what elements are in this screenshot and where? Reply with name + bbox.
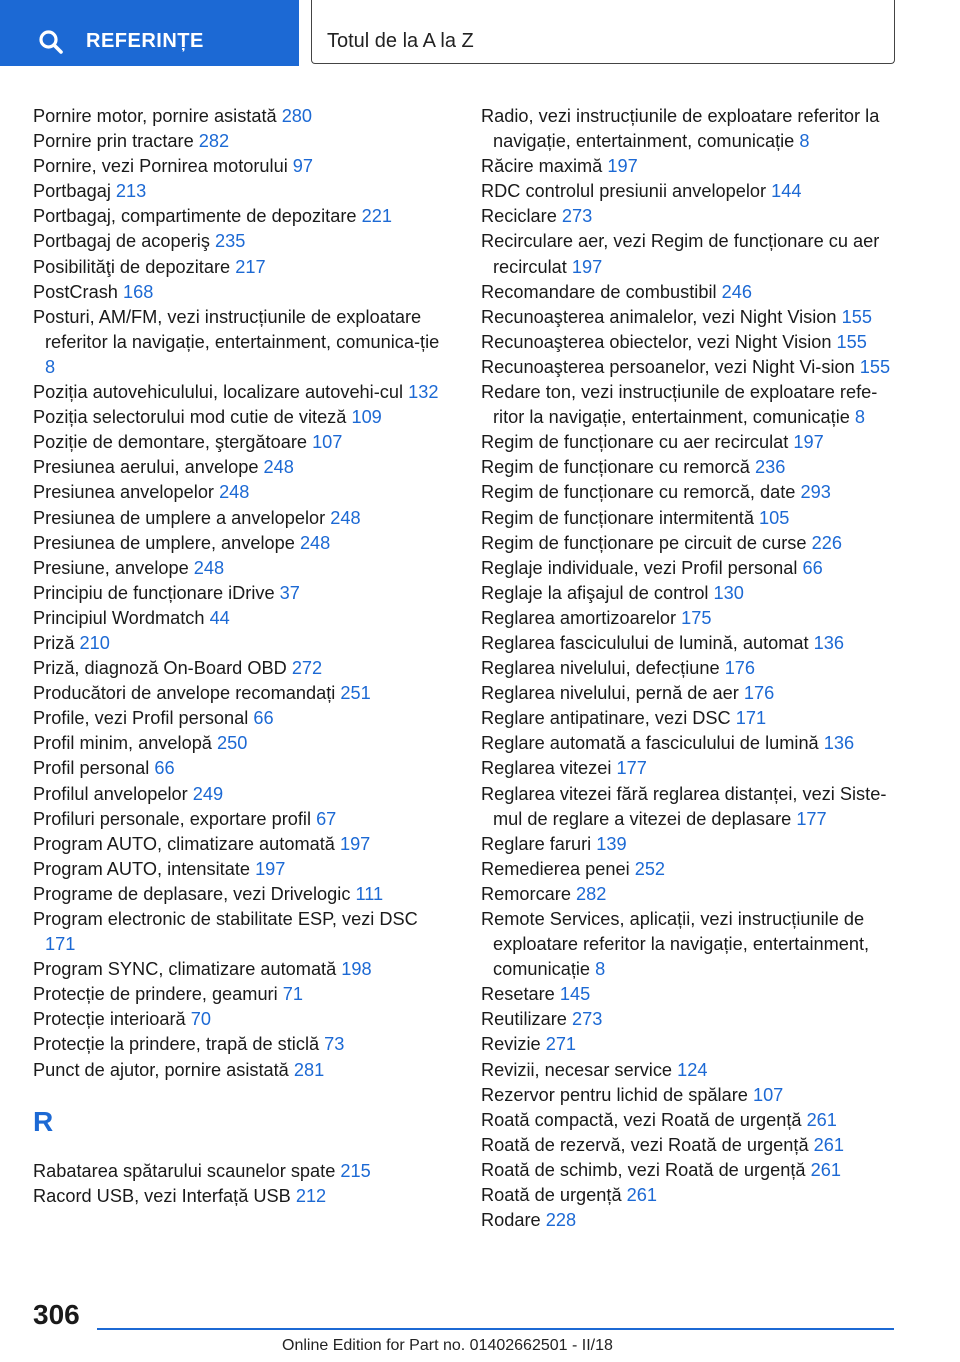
index-entry-text: Posibilităţi de depozitare [33, 256, 231, 277]
index-entry-page-link[interactable]: 271 [545, 1034, 577, 1055]
index-entry-text: Resetare [481, 984, 555, 1005]
section-tab[interactable] [311, 0, 895, 64]
index-entry [481, 832, 901, 857]
index-entry-text: Posturi, AM/FM, vezi instrucțiunile de exploatare referitor la navigație, entertainment, comunica‐ție [33, 306, 440, 352]
index-entry-text: Recunoaşterea animalelor, vezi Night Vision [481, 306, 837, 327]
index-entry [481, 531, 901, 556]
index-entry [481, 606, 901, 631]
index-entry [481, 154, 901, 179]
index-entry-text: Remedierea penei [481, 858, 630, 879]
index-entry [481, 882, 901, 907]
index-entry-page-link[interactable]: 132 [408, 382, 439, 403]
index-entry-text: Priză, diagnoză On-Board OBD [33, 658, 287, 679]
index-entry-text: Roată de rezervă, vezi Roată de urgență [481, 1134, 809, 1155]
footer-edition: Online Edition for Part no. 01402662501 - II/18 [282, 1337, 613, 1354]
index-entry-text: Poziția autovehiculului, localizare autovehi‐cul [33, 382, 404, 403]
index-entry-page-link[interactable]: 73 [324, 1034, 345, 1055]
index-entry-text: Principiu de funcționare iDrive [33, 582, 275, 603]
index-entry-text: Reglarea amortizoarelor [481, 607, 677, 628]
index-entry-page-link[interactable]: 217 [235, 256, 266, 277]
index-entry [481, 1133, 901, 1158]
index-entry [481, 556, 901, 581]
index-entry-text: Răcire maximă [481, 156, 603, 177]
index-list-left-r [33, 1159, 445, 1209]
index-entry [33, 280, 445, 305]
index-entry-text: Poziție de demontare, ştergătoare [33, 432, 307, 453]
index-entry-page-link[interactable]: 155 [841, 306, 872, 327]
index-entry-page-link[interactable]: 145 [559, 984, 591, 1005]
index-entry [33, 907, 445, 957]
index-entry-text: Racord USB, vezi Interfață USB [33, 1185, 291, 1206]
index-entry [481, 782, 901, 832]
index-entry-page-link[interactable]: 197 [255, 858, 286, 879]
index-entry-text: Profile, vezi Profil personal [33, 708, 249, 729]
index-entry-text: Roată de urgență [481, 1185, 622, 1206]
index-entry-page-link[interactable]: 197 [571, 256, 603, 277]
index-entry-text: Principiul Wordmatch [33, 607, 205, 628]
index-entry [33, 1007, 445, 1032]
index-entry [481, 1058, 901, 1083]
index-entry-page-link[interactable]: 273 [571, 1009, 603, 1030]
index-entry-page-link[interactable]: 8 [799, 131, 810, 152]
index-entry-page-link[interactable]: 8 [595, 959, 606, 980]
index-entry [481, 179, 901, 204]
index-entry-text: Program AUTO, climatizare automată [33, 833, 335, 854]
index-entry-text: Remorcare [481, 883, 571, 904]
index-entry [33, 531, 445, 556]
index-entry-page-link[interactable]: 197 [607, 156, 638, 177]
index-entry-text: Reglaje individuale, vezi Profil personal [481, 557, 798, 578]
index-entry [33, 982, 445, 1007]
index-entry-page-link[interactable]: 248 [193, 557, 225, 578]
index-entry-page-link[interactable]: 273 [561, 206, 593, 227]
index-entry-page-link[interactable]: 136 [813, 632, 844, 653]
index-entry [481, 455, 901, 480]
index-entry-text: Profilul anvelopelor [33, 783, 188, 804]
index-entry [33, 455, 445, 480]
index-entry-page-link[interactable]: 37 [279, 582, 300, 603]
index-entry-text: Reglaje la afişajul de control [481, 582, 709, 603]
index-entry-page-link[interactable]: 280 [281, 106, 313, 126]
index-entry [33, 581, 445, 606]
index-entry-page-link[interactable]: 261 [810, 1159, 841, 1180]
index-entry [481, 204, 901, 229]
index-entry [481, 731, 901, 756]
index-entry-page-link[interactable]: 124 [677, 1059, 708, 1080]
index-entry-text: Rodare [481, 1210, 541, 1231]
index-entry-text: Profil minim, anvelopă [33, 733, 212, 754]
index-entry-text: Presiunea anvelopelor [33, 482, 214, 503]
index-entry-page-link[interactable]: 251 [340, 683, 371, 704]
letter-heading: R [33, 1105, 54, 1137]
index-entry-text: Redare ton, vezi instrucțiunile de exploatare refe‐ritor la navigație, entertainment, comunicație [481, 382, 878, 428]
index-entry [481, 756, 901, 781]
index-entry [481, 430, 901, 455]
index-entry [481, 506, 901, 531]
index-entry-page-link[interactable]: 176 [724, 658, 756, 679]
index-entry [33, 480, 445, 505]
index-entry-page-link[interactable]: 136 [823, 733, 855, 754]
index-entry-page-link[interactable]: 221 [361, 206, 392, 227]
index-entry-page-link[interactable]: 139 [596, 833, 627, 854]
index-entry [481, 1007, 901, 1032]
index-entry-text: Profiluri personale, exportare profil [33, 808, 311, 829]
index-entry [33, 229, 445, 254]
index-entry [33, 405, 445, 430]
index-column-right [481, 104, 901, 1233]
index-entry-page-link[interactable]: 8 [45, 356, 56, 377]
index-entry [481, 229, 901, 279]
index-entry-page-link[interactable]: 282 [576, 883, 607, 904]
index-entry-text: Reglarea vitezei fără reglarea distanței, vezi Siste‐mul de reglare a vitezei de deplasare [481, 783, 887, 829]
index-entry [481, 355, 901, 380]
index-entry-page-link[interactable]: 293 [800, 482, 831, 503]
index-entry-text: Pornire prin tractare [33, 131, 194, 152]
index-entry [33, 656, 445, 681]
index-entry-page-link[interactable]: 250 [216, 733, 248, 754]
index-entry-page-link[interactable]: 236 [754, 457, 786, 478]
index-entry [481, 1032, 901, 1057]
index-entry-text: Recunoaşterea obiectelor, vezi Night Vision [481, 331, 832, 352]
index-entry [33, 1184, 445, 1209]
index-entry-page-link[interactable]: 228 [545, 1210, 577, 1231]
index-entry-text: Regim de funcționare cu remorcă [481, 457, 750, 478]
index-entry [481, 581, 901, 606]
index-entry-text: Program SYNC, climatizare automată [33, 959, 337, 980]
index-entry [33, 129, 445, 154]
index-entry [33, 832, 445, 857]
index-entry-page-link[interactable]: 248 [299, 532, 331, 553]
index-entry-page-link[interactable]: 272 [291, 658, 323, 679]
index-entry-text: Regim de funcționare cu remorcă, date [481, 482, 796, 503]
index-entry-page-link[interactable]: 261 [806, 1109, 837, 1130]
index-entry [33, 782, 445, 807]
index-column-left [33, 104, 445, 1209]
index-entry-page-link[interactable]: 66 [253, 708, 274, 729]
index-entry-page-link[interactable]: 261 [626, 1185, 657, 1206]
index-entry [481, 1083, 901, 1108]
index-entry-text: Presiunea de umplere, anvelope [33, 532, 295, 553]
index-entry-text: Revizii, necesar service [481, 1059, 673, 1080]
index-list-right [481, 104, 901, 1233]
index-entry-text: Reglare faruri [481, 833, 592, 854]
index-entry [33, 1159, 445, 1184]
index-entry [33, 204, 445, 229]
index-entry [481, 380, 901, 430]
index-entry-text: Producători de anvelope recomandați [33, 683, 336, 704]
index-entry-page-link[interactable]: 171 [45, 934, 76, 955]
index-entry-text: Punct de ajutor, pornire asistată [33, 1059, 289, 1080]
index-entry-page-link[interactable]: 281 [293, 1059, 325, 1080]
index-entry-text: Portbagaj, compartimente de depozitare [33, 206, 357, 227]
page-header [0, 0, 960, 66]
index-entry-text: Reciclare [481, 206, 557, 227]
index-entry-page-link[interactable]: 105 [759, 507, 790, 528]
index-entry-text: Remote Services, aplicații, vezi instrucțiunile de exploatare referitor la navigație, entertainment, comunicație [481, 909, 870, 980]
index-entry-text: Portbagaj de acoperiş [33, 231, 210, 252]
page-number: 306 [33, 1299, 80, 1330]
index-entry [33, 731, 445, 756]
index-entry [33, 957, 445, 982]
index-entry-page-link[interactable]: 212 [295, 1185, 327, 1206]
index-entry-text: Reglarea fasciculului de lumină, automat [481, 632, 809, 653]
index-entry [481, 656, 901, 681]
index-entry [33, 882, 445, 907]
index-entry-text: Reglare automată a fasciculului de lumină [481, 733, 819, 754]
index-entry-text: Rezervor pentru lichid de spălare [481, 1084, 748, 1105]
index-entry-text: Rabatarea spătarului scaunelor spate [33, 1160, 336, 1181]
index-entry [33, 380, 445, 405]
index-entry-text: RDC controlul presiunii anvelopelor [481, 181, 767, 202]
index-entry-text: Reglarea nivelului, defecțiune [481, 658, 720, 679]
index-entry-text: Recunoaşterea persoanelor, vezi Night Vi‐sion [481, 356, 855, 377]
index-entry-text: Recirculare aer, vezi Regim de funcționare cu aer recirculat [481, 231, 880, 277]
index-entry [481, 1158, 901, 1183]
index-entry-page-link[interactable]: 155 [836, 331, 867, 352]
index-entry-text: Pornire motor, pornire asistată [33, 106, 277, 126]
index-entry [33, 756, 445, 781]
index-entry [33, 154, 445, 179]
index-entry [33, 104, 445, 129]
index-entry [33, 179, 445, 204]
index-entry-text: Priză [33, 632, 75, 653]
index-entry-text: Reglarea vitezei [481, 758, 612, 779]
index-entry-page-link[interactable]: 210 [79, 632, 110, 653]
index-entry [481, 982, 901, 1007]
index-entry-text: Program electronic de stabilitate ESP, vezi DSC [33, 909, 418, 929]
index-entry-page-link[interactable]: 171 [735, 708, 767, 729]
index-entry-page-link[interactable]: 252 [634, 858, 666, 879]
footer-divider [97, 1328, 894, 1330]
search-icon [38, 29, 64, 55]
index-entry-page-link[interactable]: 66 [154, 758, 175, 779]
index-entry-text: Roată de schimb, vezi Roată de urgență [481, 1159, 806, 1180]
index-entry-page-link[interactable]: 97 [292, 156, 314, 177]
index-entry-page-link[interactable]: 197 [339, 833, 371, 854]
index-entry [481, 104, 901, 154]
index-entry-page-link[interactable]: 66 [802, 557, 823, 578]
index-entry-page-link[interactable]: 70 [190, 1009, 211, 1030]
index-entry-page-link[interactable]: 246 [721, 281, 752, 302]
index-entry-text: Presiunea aerului, anvelope [33, 457, 259, 478]
index-entry-text: Radio, vezi instrucțiunile de exploatare referitor la navigație, entertainment, comunicație [481, 106, 880, 152]
index-entry-page-link[interactable]: 215 [340, 1160, 371, 1181]
index-entry-page-link[interactable]: 249 [192, 783, 224, 804]
index-entry [481, 631, 901, 656]
index-entry-page-link[interactable]: 248 [330, 507, 361, 528]
index-entry-page-link[interactable]: 213 [115, 181, 147, 202]
index-entry [481, 330, 901, 355]
index-entry-page-link[interactable]: 107 [752, 1084, 784, 1105]
index-entry-text: Protecție de prindere, geamuri [33, 984, 278, 1005]
index-entry [481, 305, 901, 330]
index-entry-page-link[interactable]: 198 [341, 959, 372, 980]
index-entry-page-link[interactable]: 261 [813, 1134, 844, 1155]
index-entry-text: Pornire, vezi Pornirea motorului [33, 156, 288, 177]
index-entry [481, 480, 901, 505]
references-tab[interactable] [0, 0, 299, 66]
index-entry-page-link[interactable]: 177 [796, 808, 827, 829]
index-entry-page-link[interactable]: 176 [743, 683, 775, 704]
index-entry-text: Poziția selectorului mod cutie de viteză [33, 407, 347, 428]
index-entry [33, 1032, 445, 1057]
index-entry [481, 1108, 901, 1133]
index-entry-page-link[interactable]: 109 [351, 407, 382, 428]
index-entry [33, 430, 445, 455]
index-entry [481, 280, 901, 305]
index-list-left [33, 104, 445, 1083]
index-entry-text: Portbagaj [33, 181, 111, 202]
index-entry-page-link[interactable]: 130 [713, 582, 744, 603]
index-entry-page-link[interactable]: 175 [681, 607, 712, 628]
index-entry-page-link[interactable]: 197 [793, 432, 824, 453]
index-entry-text: Reglare antipatinare, vezi DSC [481, 708, 731, 729]
index-entry-page-link[interactable]: 111 [355, 883, 384, 904]
index-entry-page-link[interactable]: 235 [215, 231, 246, 252]
index-entry-page-link[interactable]: 177 [616, 758, 647, 779]
index-entry [33, 305, 445, 380]
index-entry [33, 857, 445, 882]
index-entry-page-link[interactable]: 144 [771, 181, 802, 202]
index-entry [481, 907, 901, 982]
index-entry-text: Regim de funcționare pe circuit de curse [481, 532, 807, 553]
index-entry [481, 857, 901, 882]
index-entry-page-link[interactable]: 8 [854, 407, 866, 428]
index-entry-page-link[interactable]: 44 [209, 607, 230, 628]
index-entry-text: Revizie [481, 1034, 541, 1055]
index-entry-text: Regim de funcționare cu aer recirculat [481, 432, 789, 453]
index-entry-text: Presiunea de umplere a anvelopelor [33, 507, 326, 528]
index-entry-page-link[interactable]: 248 [263, 457, 294, 478]
index-entry-page-link[interactable]: 155 [859, 356, 891, 377]
index-entry [481, 1183, 901, 1208]
index-entry-page-link[interactable]: 71 [282, 984, 303, 1005]
index-entry [33, 706, 445, 731]
index-entry-page-link[interactable]: 248 [219, 482, 250, 503]
index-entry [481, 681, 901, 706]
index-entry-text: Programe de deplasare, vezi Drivelogic [33, 883, 351, 904]
index-entry-text: Reglarea nivelului, pernă de aer [481, 683, 739, 704]
index-entry [33, 506, 445, 531]
index-entry [33, 681, 445, 706]
index-entry [33, 631, 445, 656]
index-entry-text: Protecție la prindere, trapă de sticlă [33, 1034, 320, 1055]
index-entry [33, 556, 445, 581]
index-entry-page-link[interactable]: 282 [198, 131, 230, 152]
index-entry [481, 1208, 901, 1233]
section-tab-label: Totul de la A la Z [327, 30, 474, 52]
index-entry-page-link[interactable]: 168 [122, 281, 154, 302]
index-entry-text: Profil personal [33, 758, 150, 779]
index-entry-text: Reutilizare [481, 1009, 567, 1030]
index-entry [33, 255, 445, 280]
index-entry-page-link[interactable]: 67 [316, 808, 337, 829]
references-tab-label: REFERINȚE [86, 30, 204, 52]
index-entry [481, 706, 901, 731]
index-entry-text: Regim de funcționare intermitentă [481, 507, 754, 528]
index-entry-text: Program AUTO, intensitate [33, 858, 250, 879]
index-entry-text: Protecție interioară [33, 1009, 186, 1030]
index-entry-text: Roată compactă, vezi Roată de urgență [481, 1109, 802, 1130]
index-entry-text: PostCrash [33, 281, 118, 302]
index-entry-text: Recomandare de combustibil [481, 281, 717, 302]
index-entry-text: Presiune, anvelope [33, 557, 189, 578]
index-entry [33, 1058, 445, 1083]
index-entry [33, 606, 445, 631]
index-entry-page-link[interactable]: 226 [811, 532, 842, 553]
index-entry-page-link[interactable]: 107 [312, 432, 343, 453]
index-entry [33, 807, 445, 832]
